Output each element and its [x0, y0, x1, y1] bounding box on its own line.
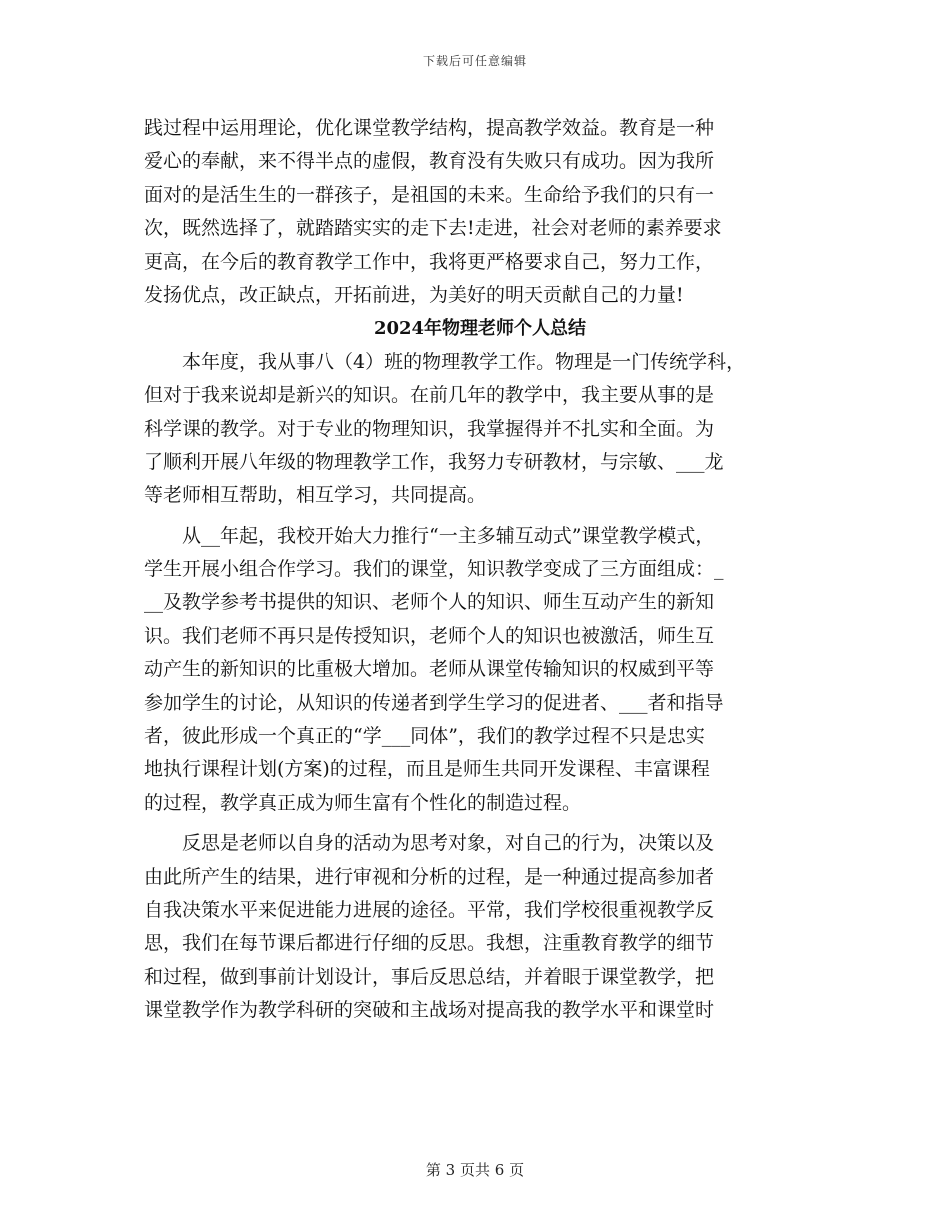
section-title: 2024年物理老师个人总结 — [373, 318, 587, 340]
text-line: 科学课的教学。对于专业的物理知识，我掌握得并不扎实和全面。为 — [144, 417, 715, 440]
text-line: 等老师相互帮助，相互学习，共同提高。 — [144, 484, 487, 507]
text-line: 思，我们在每节课后都进行仔细的反思。我想，注重教育教学的细节 — [144, 932, 715, 955]
text-line: 动产生的新知识的比重极大增加。老师从课堂传输知识的权威到平等 — [144, 658, 715, 681]
text-line: 识。我们老师不再只是传授知识，老师个人的知识也被激活，师生互 — [144, 624, 715, 647]
text-line: 本年度，我从事八（4）班的物理教学工作。物理是一门传统学科， — [182, 350, 746, 373]
text-line: 者，彼此形成一个真正的“学___同体”，我们的教学过程不只是忠实 — [144, 725, 705, 748]
text-line: 的过程，教学真正成为师生富有个性化的制造过程。 — [144, 791, 582, 814]
text-line: 从__年起，我校开始大力推行“一主多辅互动式”课堂教学模式， — [182, 524, 715, 547]
text-line: 次，既然选择了，就踏踏实实的走下去!走进，社会对老师的素养要求 — [144, 217, 722, 240]
text-line: 发扬优点，改正缺点，开拓前进，为美好的明天贡献自己的力量! — [144, 283, 684, 306]
text-line: 由此所产生的结果，进行审视和分析的过程，是一种通过提高参加者 — [144, 865, 715, 888]
text-line: 学生开展小组合作学习。我们的课堂，知识教学变成了三方面组成：_ — [144, 558, 724, 581]
text-line: 反思是老师以自身的活动为思考对象，对自己的行为，决策以及 — [182, 832, 715, 855]
text-line: 和过程，做到事前计划设计，事后反思总结，并着眼于课堂教学，把 — [144, 965, 715, 988]
text-line: 自我决策水平来促进能力进展的途径。平常，我们学校很重视教学反 — [144, 898, 715, 921]
text-line: 面对的是活生生的一群孩子，是祖国的未来。生命给予我们的只有一 — [144, 183, 715, 206]
page-footer: 第 3 页共 6 页 — [425, 1161, 525, 1179]
text-line: 爱心的奉献，来不得半点的虚假，教育没有失败只有成功。因为我所 — [144, 150, 715, 173]
text-line: 但对于我来说却是新兴的知识。在前几年的教学中，我主要从事的是 — [144, 384, 715, 407]
text-line: 了顺利开展八年级的物理教学工作，我努力专研教材，与宗敏、___龙 — [144, 450, 724, 473]
text-line: 地执行课程计划(方案)的过程，而且是师生共同开发课程、丰富课程 — [144, 758, 710, 781]
text-line: __及教学参考书提供的知识、老师个人的知识、师生互动产生的新知 — [144, 591, 715, 614]
text-line: 践过程中运用理论，优化课堂教学结构，提高教学效益。教育是一种 — [144, 117, 715, 139]
text-line: 参加学生的讨论，从知识的传递者到学生学习的促进者、___者和指导 — [144, 691, 724, 714]
text-line: 更高，在今后的教育教学工作中，我将更严格要求自己，努力工作， — [144, 250, 715, 273]
text-line: 课堂教学作为教学科研的突破和主战场对提高我的教学水平和课堂时 — [144, 999, 715, 1022]
page-header: 下载后可任意编辑 — [422, 54, 527, 68]
document-body — [144, 112, 816, 1028]
